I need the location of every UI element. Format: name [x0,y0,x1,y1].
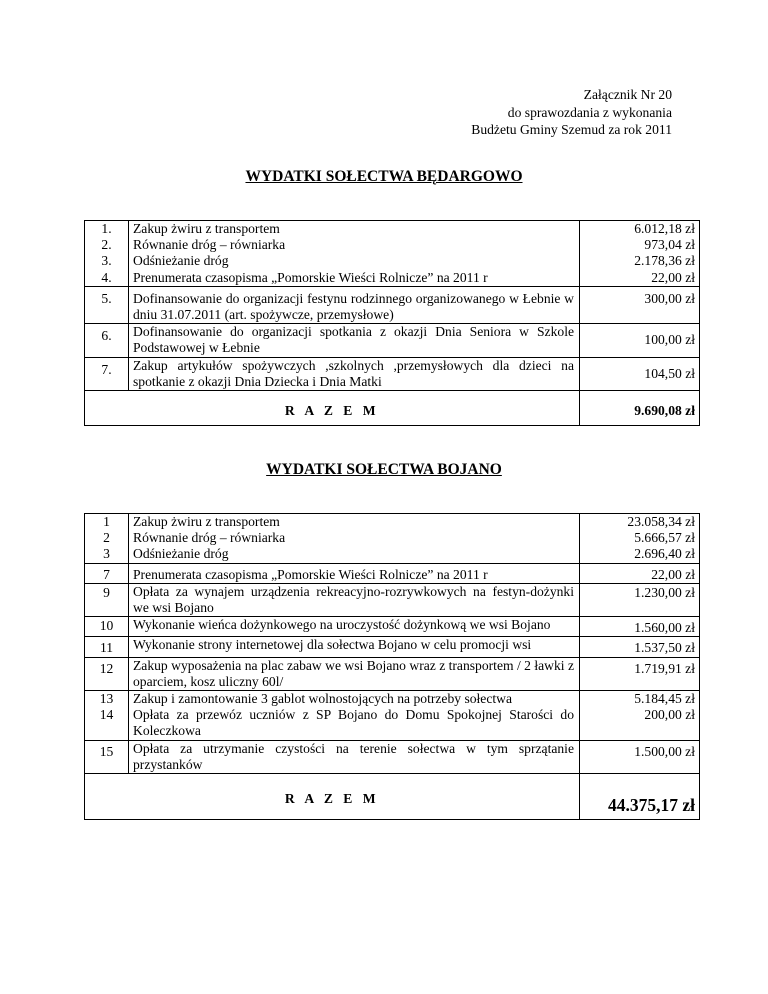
row-amount: 5.184,45 zł [580,691,700,708]
row-number: 10 [85,617,129,637]
table-row [85,546,700,563]
attachment-number: Załącznik Nr 20 [583,87,672,102]
row-number: 3. [85,253,129,269]
expenses-table-bedargowo [84,220,700,426]
row-description: Dofinansowanie do organizacji spotkania z okazji Dnia Seniora w Szkole Podstawowej w Łebnie [129,324,580,357]
table-row [85,530,700,546]
row-amount: 6.012,18 zł [580,221,700,238]
table-row [85,563,700,583]
row-description: Opłata za wynajem urządzenia rekreacyjno-rozrywkowych na festyn-dożynki we wsi Bojano [129,583,580,616]
row-amount: 1.500,00 zł [580,740,700,773]
row-amount: 22,00 zł [580,270,700,287]
table-row [85,286,700,323]
row-description: Prenumerata czasopisma „Pomorskie Wieści Rolnicze” na 2011 r [129,563,580,583]
attachment-note [471,86,672,139]
row-amount: 100,00 zł [580,324,700,357]
row-description: Zakup żwiru z transportem [129,514,580,531]
row-description: Zakup i zamontowanie 3 gablot wolnostojących na potrzeby sołectwa [129,691,580,708]
table-row [85,514,700,531]
row-description: Zakup wyposażenia na plac zabaw we wsi Bojano wraz z transportem / 2 ławki z oparciem, kosz uliczny 60l/ [129,657,580,690]
row-amount: 1.719,91 zł [580,657,700,690]
total-amount: 9.690,08 zł [580,391,700,426]
row-amount: 1.230,00 zł [580,583,700,616]
row-number: 1 [85,514,129,531]
row-description: Równanie dróg – równiarka [129,530,580,546]
row-amount: 2.696,40 zł [580,546,700,563]
row-description: Odśnieżanie dróg [129,253,580,269]
table-row [85,357,700,390]
table-row [85,253,700,269]
row-amount: 973,04 zł [580,237,700,253]
row-amount: 23.058,34 zł [580,514,700,531]
table-row [85,617,700,637]
row-number: 15 [85,740,129,773]
row-description: Odśnieżanie dróg [129,546,580,563]
row-description: Prenumerata czasopisma „Pomorskie Wieści Rolnicze” na 2011 r [129,270,580,287]
table-row [85,691,700,708]
row-number: 6. [85,324,129,357]
row-number: 4. [85,270,129,287]
expenses-table-bojano [84,513,700,820]
total-label: R A Z E M [85,391,580,426]
row-number: 2. [85,237,129,253]
table-row [85,707,700,740]
row-number: 7 [85,563,129,583]
row-number: 14 [85,707,129,740]
section-title-bedargowo: WYDATKI SOŁECTWA BĘDARGOWO [245,168,523,185]
table-row [85,583,700,616]
total-label: R A Z E M [85,774,580,820]
row-number: 1. [85,221,129,238]
table-row [85,637,700,657]
row-amount: 300,00 zł [580,286,700,323]
table-row [85,237,700,253]
row-amount: 5.666,57 zł [580,530,700,546]
row-description: Dofinansowanie do organizacji festynu rodzinnego organizowanego w Łebnie w dniu 31.07.2011 (art. spożywcze, przemysłowe) [129,286,580,323]
table-row [85,740,700,773]
row-description: Zakup artykułów spożywczych ,szkolnych ,przemysłowych dla dzieci na spotkanie z okazji Dnia Dziecka i Dnia Matki [129,357,580,390]
row-amount: 1.560,00 zł [580,617,700,637]
row-number: 7. [85,357,129,390]
row-amount: 104,50 zł [580,357,700,390]
row-description: Równanie dróg – równiarka [129,237,580,253]
row-amount: 22,00 zł [580,563,700,583]
row-amount: 2.178,36 zł [580,253,700,269]
row-number: 9 [85,583,129,616]
section-title-bojano: WYDATKI SOŁECTWA BOJANO [266,461,502,478]
row-number: 13 [85,691,129,708]
attachment-budget: Budżetu Gminy Szemud za rok 2011 [471,122,672,137]
total-row [85,774,700,820]
row-description: Opłata za przewóz uczniów z SP Bojano do Domu Spokojnej Starości do Koleczkowa [129,707,580,740]
row-number: 12 [85,657,129,690]
attachment-report: do sprawozdania z wykonania [507,104,672,120]
row-description: Zakup żwiru z transportem [129,221,580,238]
row-number: 11 [85,637,129,657]
total-amount: 44.375,17 zł [580,774,700,820]
row-number: 5. [85,286,129,323]
table-row [85,221,700,238]
table-row [85,657,700,690]
table-row [85,324,700,357]
row-description: Wykonanie wieńca dożynkowego na uroczystość dożynkową we wsi Bojano [129,617,580,637]
row-description: Opłata za utrzymanie czystości na terenie sołectwa w tym sprzątanie przystanków [129,740,580,773]
total-row [85,391,700,426]
row-number: 3 [85,546,129,563]
row-description: Wykonanie strony internetowej dla sołectwa Bojano w celu promocji wsi [129,637,580,657]
row-amount: 200,00 zł [580,707,700,740]
row-number: 2 [85,530,129,546]
table-row [85,270,700,287]
row-amount: 1.537,50 zł [580,637,700,657]
